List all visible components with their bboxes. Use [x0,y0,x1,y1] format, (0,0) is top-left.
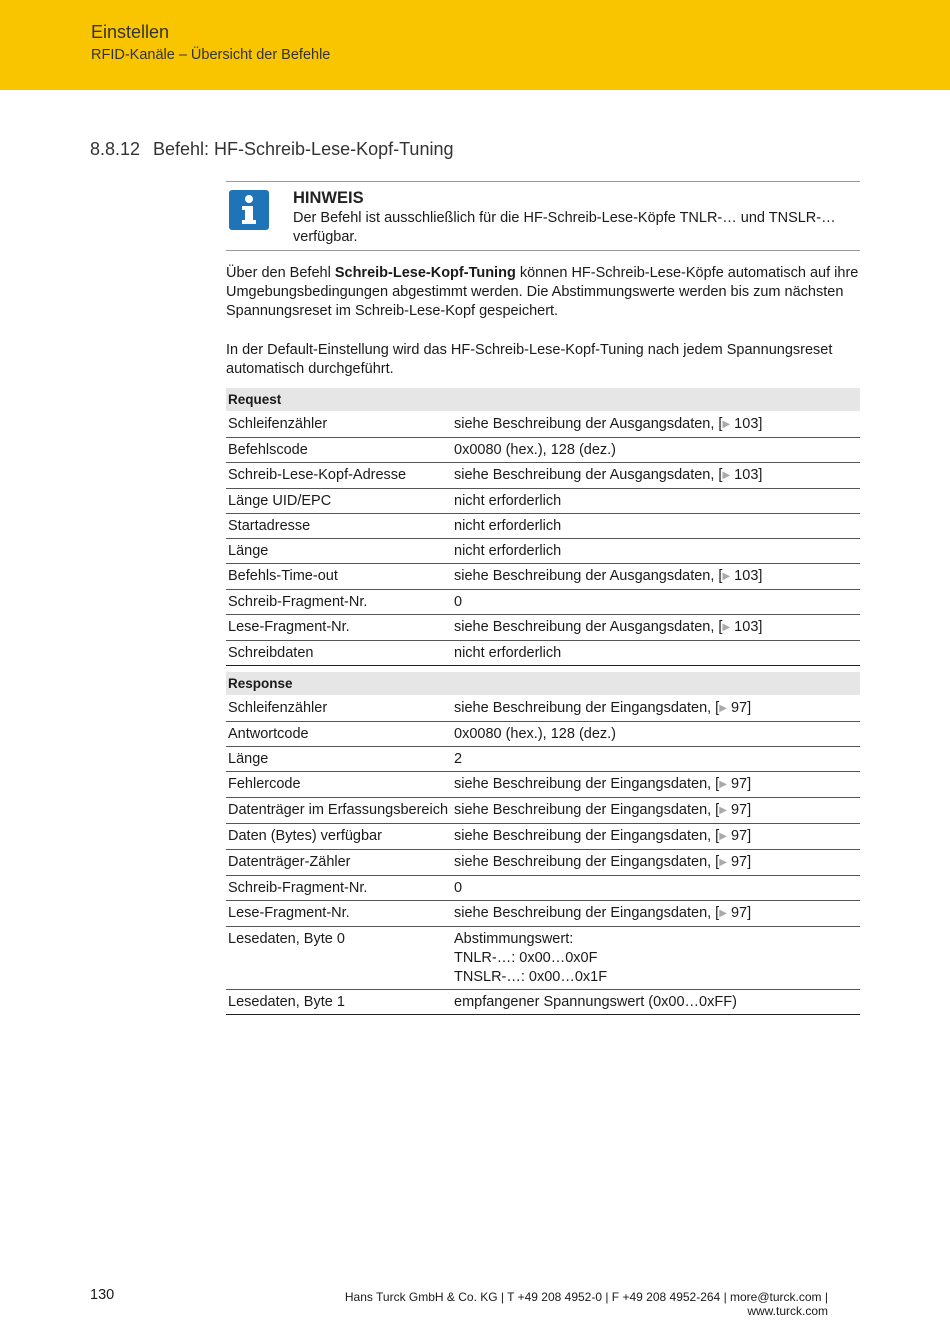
parameter-value: siehe Beschreibung der Ausgangsdaten, [▶ 103] [452,564,860,590]
response-header: Response [226,672,860,696]
parameter-label: Lese-Fragment-Nr. [226,901,452,927]
parameter-value: 0 [452,876,860,901]
parameter-label: Länge [226,747,452,772]
table-row [226,564,860,590]
parameter-label: Schleifenzähler [226,696,452,722]
parameter-label: Lesedaten, Byte 1 [226,990,452,1015]
page-ref-arrow-icon: ▶ [719,805,727,816]
parameter-label: Datenträger im Erfassungsbereich [226,798,452,824]
parameter-value: nicht erforderlich [452,641,860,666]
table-row [226,747,860,772]
page-ref-arrow-icon: ▶ [722,419,731,430]
page-ref-arrow-icon: ▶ [719,831,727,842]
parameter-label: Schreibdaten [226,641,452,666]
subchapter-title: RFID-Kanäle – Übersicht der Befehle [91,47,331,63]
parameter-label: Startadresse [226,514,452,539]
request-header: Request [226,388,860,412]
parameter-value: nicht erforderlich [452,489,860,514]
parameter-label: Fehlercode [226,772,452,798]
table-row [226,824,860,850]
parameter-label: Schreib-Fragment-Nr. [226,876,452,901]
parameter-value: siehe Beschreibung der Eingangsdaten, [▶ 97] [452,696,860,722]
intro-paragraph [226,264,862,321]
section-number: 8.8.12 [90,139,141,159]
page-reference[interactable]: 97] [726,802,752,818]
parameter-value: siehe Beschreibung der Eingangsdaten, [▶ 97] [452,850,860,876]
table-row [226,590,860,615]
table-row [226,696,860,722]
table-row [226,463,860,489]
table-row [226,798,860,824]
page-ref-arrow-icon: ▶ [722,571,731,582]
parameter-value: empfangener Spannungswert (0x00…0xFF) [452,990,860,1015]
parameter-value: siehe Beschreibung der Eingangsdaten, [▶ 97] [452,901,860,927]
page-reference[interactable]: 103] [730,568,763,584]
table-row [226,722,860,747]
page-reference[interactable]: 97] [726,854,752,870]
table-row [226,990,860,1015]
request-table [226,388,860,666]
parameter-value: Abstimmungswert: TNLR-…: 0x00…0x0F TNSLR-…: 0x00…0x1F [452,927,860,990]
parameter-value: 2 [452,747,860,772]
parameter-value: nicht erforderlich [452,514,860,539]
parameter-value: siehe Beschreibung der Ausgangsdaten, [▶ 103] [452,412,860,438]
parameter-value: siehe Beschreibung der Ausgangsdaten, [▶ 103] [452,463,860,489]
parameter-value: nicht erforderlich [452,539,860,564]
response-table [226,672,860,1015]
parameter-label: Antwortcode [226,722,452,747]
page-ref-arrow-icon: ▶ [719,703,727,714]
table-row [226,901,860,927]
parameter-value: siehe Beschreibung der Eingangsdaten, [▶ 97] [452,772,860,798]
parameter-value: siehe Beschreibung der Eingangsdaten, [▶ 97] [452,824,860,850]
page-ref-arrow-icon: ▶ [722,622,731,633]
parameter-value: 0x0080 (hex.), 128 (dez.) [452,722,860,747]
table-row [226,876,860,901]
section-heading [90,139,453,160]
page-ref-arrow-icon: ▶ [722,470,731,481]
parameter-label: Schleifenzähler [226,412,452,438]
table-row [226,927,860,990]
table-row [226,412,860,438]
parameter-value: siehe Beschreibung der Eingangsdaten, [▶ 97] [452,798,860,824]
page-ref-arrow-icon: ▶ [719,857,727,868]
page-reference[interactable]: 97] [726,700,752,716]
info-icon [229,190,269,230]
page-reference[interactable]: 97] [726,776,752,792]
page-ref-arrow-icon: ▶ [719,908,727,919]
table-row [226,641,860,666]
parameter-value: 0 [452,590,860,615]
parameter-value: siehe Beschreibung der Ausgangsdaten, [▶ 103] [452,615,860,641]
parameter-label: Schreib-Lese-Kopf-Adresse [226,463,452,489]
page-number: 130 [90,1287,115,1303]
intro-text-end: können HF-Schreib-Lese-Köpfe automatisch auf ihre Umgebungsbedingungen abgestimmt werden. Die Abstimmungswerte werden bis zum nächsten Spannungsreset im Schreib-Lese-Kopf gespeichert. [226,265,859,319]
table-row [226,514,860,539]
parameter-label: Lese-Fragment-Nr. [226,615,452,641]
parameter-label: Länge UID/EPC [226,489,452,514]
page-reference[interactable]: 103] [730,619,763,635]
parameter-label: Länge [226,539,452,564]
table-row [226,850,860,876]
table-row [226,615,860,641]
parameter-label: Daten (Bytes) verfügbar [226,824,452,850]
command-name: Schreib-Lese-Kopf-Tuning [334,265,516,281]
table-row [226,539,860,564]
parameter-label: Schreib-Fragment-Nr. [226,590,452,615]
page-reference[interactable]: 97] [726,828,752,844]
page-reference[interactable]: 103] [730,467,763,483]
page-reference[interactable]: 97] [726,905,752,921]
table-row [226,772,860,798]
parameter-label: Lesedaten, Byte 0 [226,927,452,990]
parameter-value: 0x0080 (hex.), 128 (dez.) [452,438,860,463]
table-row [226,489,860,514]
page-ref-arrow-icon: ▶ [719,779,727,790]
intro-text-start: Über den Befehl [226,265,335,281]
section-title: Befehl: HF-Schreib-Lese-Kopf-Tuning [153,139,454,159]
parameter-label: Befehlscode [226,438,452,463]
page-header [0,0,950,90]
note-text: Der Befehl ist ausschließlich für die HF-Schreib-Lese-Köpfe TNLR-… und TNSLR-… verfügbar. [293,210,836,245]
note-title: HINWEIS [293,189,364,207]
table-row [226,438,860,463]
parameter-label: Datenträger-Zähler [226,850,452,876]
parameter-label: Befehls-Time-out [226,564,452,590]
page-reference[interactable]: 103] [730,416,763,432]
footer-contact: Hans Turck GmbH & Co. KG | T +49 208 4952-0 | F +49 208 4952-264 | more@turck.com | www.turck.com [344,1290,828,1318]
chapter-title: Einstellen [91,22,170,42]
note-box [226,181,860,251]
default-paragraph: In der Default-Einstellung wird das HF-Schreib-Lese-Kopf-Tuning nach jedem Spannungsreset automatisch durchgeführt. [226,342,833,377]
